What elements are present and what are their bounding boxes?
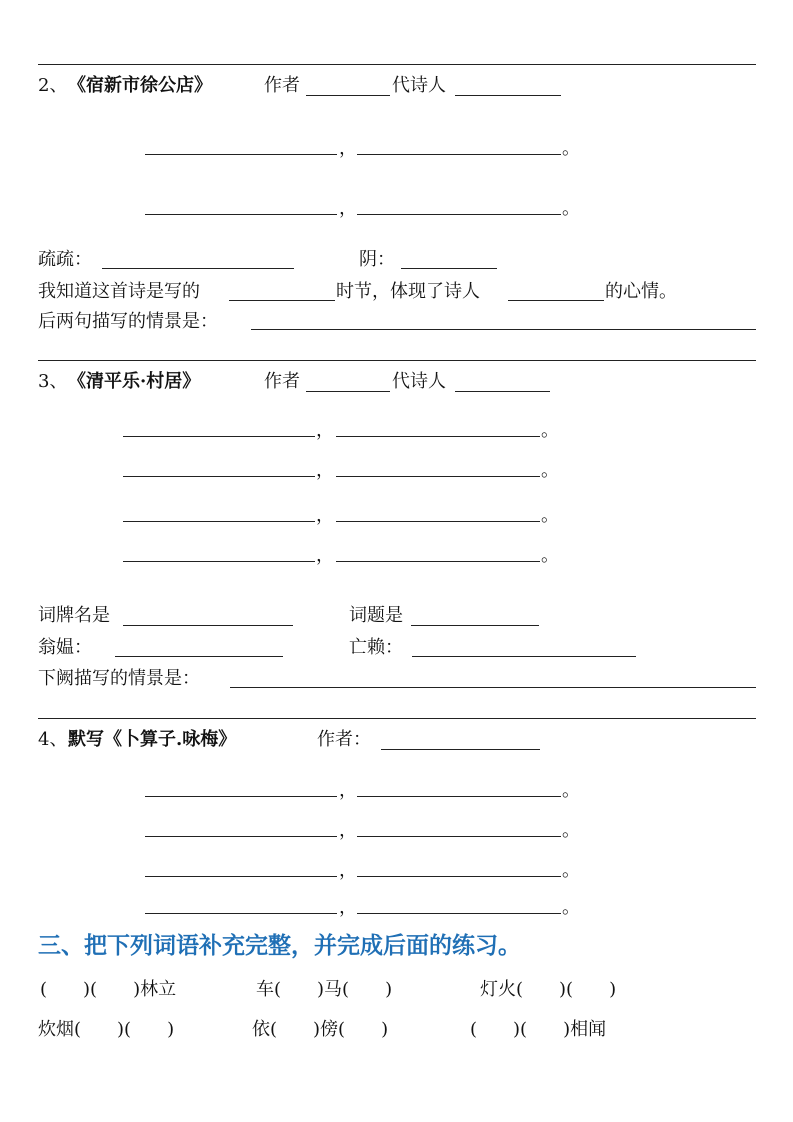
q3-line2-blank-b[interactable] xyxy=(336,476,540,477)
q4-line1-period: 。 xyxy=(562,780,580,801)
q4-line2-blank-a[interactable] xyxy=(145,836,337,837)
q4-line3-blank-b[interactable] xyxy=(357,876,561,877)
q3-line1-blank-a[interactable] xyxy=(123,436,315,437)
q3-citi-label: 词题是 xyxy=(349,605,403,626)
q2-season-blank[interactable] xyxy=(229,300,335,301)
q4-line1-blank-a[interactable] xyxy=(145,796,337,797)
q4-line3-comma: ， xyxy=(339,860,357,881)
q3-line2-comma: ， xyxy=(316,460,334,481)
q4-line2-period: 。 xyxy=(562,820,580,841)
q3-scene-label: 下阙描写的情景是： xyxy=(38,668,200,689)
q4-author-label: 作者： xyxy=(317,729,371,750)
q2-author-label: 作者 xyxy=(264,75,300,96)
q3-dynasty-blank[interactable] xyxy=(455,391,550,392)
q3-citi-blank[interactable] xyxy=(411,625,539,626)
divider-3 xyxy=(38,718,756,719)
q3-line4-period: 。 xyxy=(541,545,559,566)
q4-line4-blank-a[interactable] xyxy=(145,913,337,914)
top-divider xyxy=(38,64,756,65)
q3-line4-blank-b[interactable] xyxy=(336,561,540,562)
q3-author-blank[interactable] xyxy=(306,391,390,392)
q2-feeling-blank[interactable] xyxy=(508,300,604,301)
q3-line4-blank-a[interactable] xyxy=(123,561,315,562)
q2-sentence-part2: 时节，体现了诗人 xyxy=(336,281,480,302)
q4-line2-comma: ， xyxy=(339,820,357,841)
q2-dynasty-label: 代诗人 xyxy=(392,75,446,96)
q2-word2-blank[interactable] xyxy=(401,268,497,269)
q3-line3-blank-a[interactable] xyxy=(123,521,315,522)
q4-line3-blank-a[interactable] xyxy=(145,876,337,877)
q2-dynasty-blank[interactable] xyxy=(455,95,561,96)
q2-line2-period: 。 xyxy=(562,198,580,219)
q4-title: 默写《卜算子.咏梅》 xyxy=(68,729,237,750)
q3-cipai-label: 词牌名是 xyxy=(38,605,110,626)
fill-item-3: 灯火( )( ) xyxy=(480,979,617,1000)
q2-word2-label: 阴： xyxy=(359,249,395,270)
q2-line2-blank-b[interactable] xyxy=(357,214,561,215)
q4-line2-blank-b[interactable] xyxy=(357,836,561,837)
fill-item-5: 依( )傍( ) xyxy=(252,1019,389,1040)
q3-line2-blank-a[interactable] xyxy=(123,476,315,477)
fill-item-1: ( )( )林立 xyxy=(40,979,177,1000)
q2-word1-blank[interactable] xyxy=(102,268,294,269)
q3-line3-period: 。 xyxy=(541,505,559,526)
q3-line2-period: 。 xyxy=(541,460,559,481)
q4-line4-period: 。 xyxy=(562,897,580,918)
q2-scene-label: 后两句描写的情景是： xyxy=(38,311,218,332)
q3-line1-period: 。 xyxy=(541,420,559,441)
q3-line1-blank-b[interactable] xyxy=(336,436,540,437)
q3-dynasty-label: 代诗人 xyxy=(392,371,446,392)
q4-line3-period: 。 xyxy=(562,860,580,881)
q3-word2-blank[interactable] xyxy=(412,656,636,657)
q2-number: 2、 xyxy=(38,75,68,96)
section-3-heading: 三、把下列词语补充完整，并完成后面的练习。 xyxy=(38,933,521,959)
q3-word1-blank[interactable] xyxy=(115,656,283,657)
fill-item-4: 炊烟( )( ) xyxy=(38,1019,175,1040)
q2-line1-period: 。 xyxy=(562,138,580,159)
q2-line2-blank-a[interactable] xyxy=(145,214,337,215)
q2-line1-comma: ， xyxy=(339,138,357,159)
q2-scene-blank[interactable] xyxy=(251,329,756,330)
q3-line1-comma: ， xyxy=(316,420,334,441)
q4-author-blank[interactable] xyxy=(381,749,540,750)
q3-word2-label: 亡赖： xyxy=(349,637,403,658)
q3-author-label: 作者 xyxy=(264,371,300,392)
q2-author-blank[interactable] xyxy=(306,95,390,96)
q2-title: 《宿新市徐公店》 xyxy=(68,75,212,96)
q3-title: 《清平乐·村居》 xyxy=(68,371,201,392)
q2-line1-blank-b[interactable] xyxy=(357,154,561,155)
q2-sentence-part1: 我知道这首诗是写的 xyxy=(38,281,200,302)
q3-number: 3、 xyxy=(38,371,68,392)
q4-line4-comma: ， xyxy=(339,897,357,918)
q2-line2-comma: ， xyxy=(339,198,357,219)
q3-cipai-blank[interactable] xyxy=(123,625,293,626)
q4-line4-blank-b[interactable] xyxy=(357,913,561,914)
divider-2 xyxy=(38,360,756,361)
fill-item-6: ( )( )相闻 xyxy=(470,1019,607,1040)
q4-line1-comma: ， xyxy=(339,780,357,801)
q3-line3-comma: ， xyxy=(316,505,334,526)
q4-line1-blank-b[interactable] xyxy=(357,796,561,797)
q2-sentence-part3: 的心情。 xyxy=(605,281,677,302)
q2-line1-blank-a[interactable] xyxy=(145,154,337,155)
q4-number: 4、 xyxy=(38,729,68,750)
q3-scene-blank[interactable] xyxy=(230,687,756,688)
fill-item-2: 车( )马( ) xyxy=(256,979,393,1000)
q3-line3-blank-b[interactable] xyxy=(336,521,540,522)
q3-line4-comma: ， xyxy=(316,545,334,566)
q2-word1-label: 疏疏： xyxy=(38,249,92,270)
q3-word1-label: 翁媪： xyxy=(38,637,92,658)
